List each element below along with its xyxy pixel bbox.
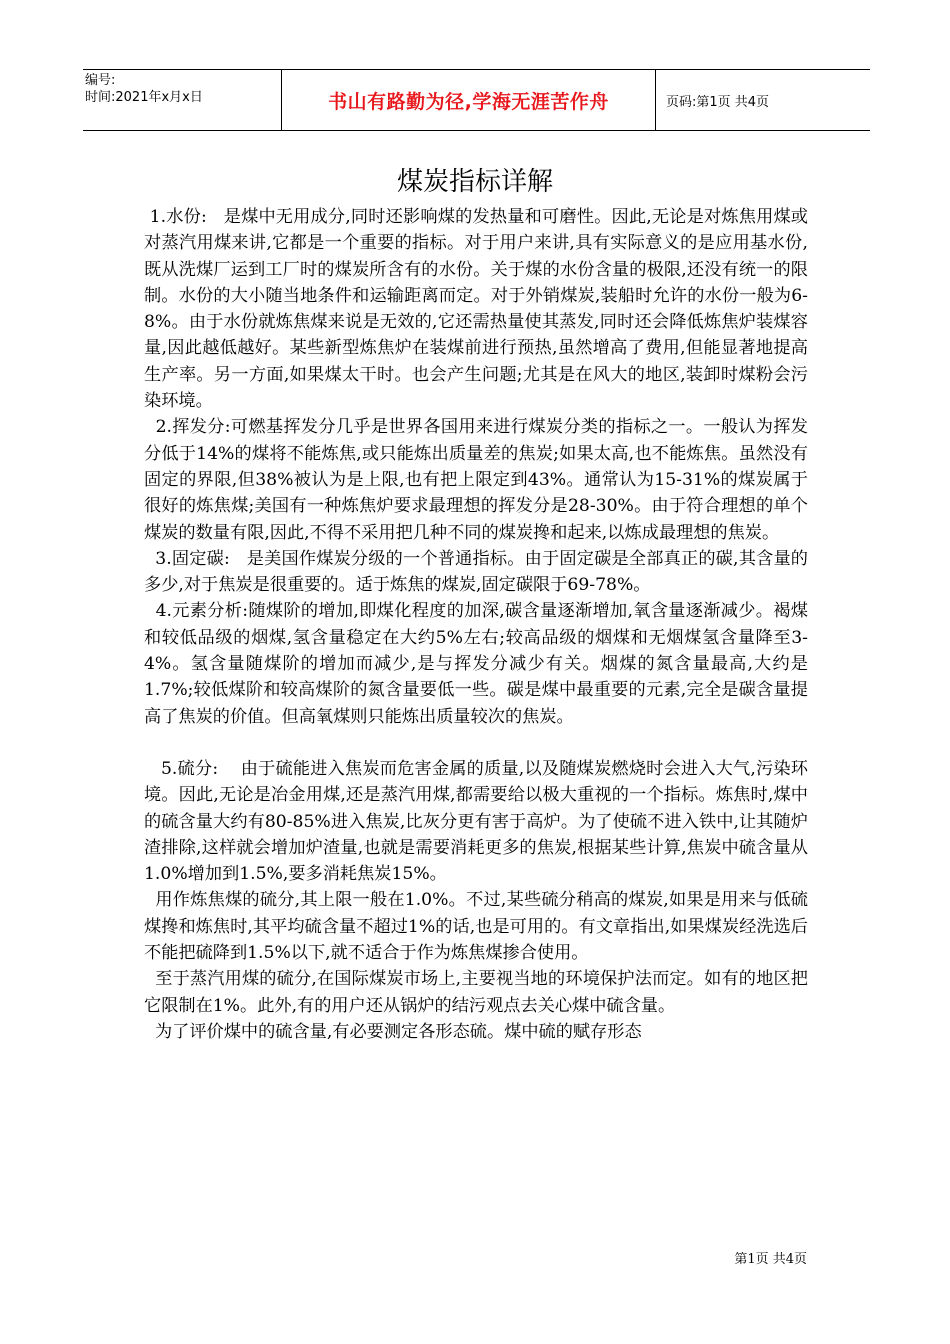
- document-time-label: 时间:2021年x月x日: [85, 90, 203, 105]
- header-page-info: 页码:第1页 共4页: [666, 94, 770, 110]
- paragraph-elemental-analysis: 4.元素分析:随煤阶的增加,即煤化程度的加深,碳含量逐渐增加,氧含量逐渐减少。褐煤和较低品级的烟煤,氢含量稳定在大约5%左右;较高品级的烟煤和无烟煤氢含量降至3-4%。氢含量随煤阶的增加而减少,是与挥发分减少有关。烟煤的氮含量最高,大约是1.7%;较低煤阶和较高煤阶的氮含量要低一些。碳是煤中最重要的元素,完全是碳含量提高了焦炭的价值。但高氧煤则只能炼出质量较次的焦炭。: [144, 601, 808, 727]
- paragraph-volatile: 2.挥发分:可燃基挥发分几乎是世界各国用来进行煤炭分类的指标之一。一般认为挥发分低于14%的煤将不能炼焦,或只能炼出质量差的焦炭;如果太高,也不能炼焦。虽然没有固定的界限,但38%被认为是上限,也有把上限定到43%。通常认为15-31%的煤炭属于很好的炼焦煤;美国有一种炼焦炉要求最理想的挥发分是28-30%。由于符合理想的单个煤炭的数量有限,因此,不得不采用把几种不同的煤炭搀和起来,以炼成最理想的焦炭。: [144, 417, 808, 543]
- paragraph-sulfur-forms: 为了评价煤中的硫含量,有必要测定各形态硫。煤中硫的赋存形态: [144, 1021, 642, 1042]
- header-meta: [83, 70, 281, 130]
- paragraph-spacer: [144, 730, 808, 756]
- document-title: 煤炭指标详解: [396, 167, 553, 197]
- page-footer: 第1页 共4页: [734, 1252, 807, 1267]
- document-number-label: 编号:: [85, 73, 116, 88]
- paragraph-sulfur: 5.硫分: 由于硫能进入焦炭而危害金属的质量,以及随煤炭燃烧时会进入大气,污染环境。因此,无论是冶金用煤,还是蒸汽用煤,都需要给以极大重视的一个指标。炼焦时,煤中的硫含量大约有80-85%进入焦炭,比灰分更有害于高炉。为了使硫不进入铁中,让其随炉渣排除,这样就会增加炉渣量,也就是需要消耗更多的焦炭,根据某些计算,焦炭中硫含量从1.0%增加到1.5%,要多消耗焦炭15%。: [144, 758, 808, 885]
- paragraph-steam-sulfur: 至于蒸汽用煤的硫分,在国际煤炭市场上,主要视当地的环境保护法而定。如有的地区把它限制在1%。此外,有的用户还从锅炉的结污观点去关心煤中硫含量。: [144, 969, 808, 1016]
- paragraph-fixed-carbon: 3.固定碳: 是美国作煤炭分级的一个普通指标。由于固定碳是全部真正的碳,其含量的多少,对于焦炭是很重要的。适于炼焦的煤炭,固定碳限于69-78%。: [144, 548, 808, 596]
- paragraph-moisture: 1.水份: 是煤中无用成分,同时还影响煤的发热量和可磨性。因此,无论是对炼焦用煤或对蒸汽用煤来讲,它都是一个重要的指标。对于用户来讲,具有实际意义的是应用基水份,既从洗煤厂运到工厂时的煤炭所含有的水份。关于煤的水份含量的极限,还没有统一的限制。水份的大小随当地条件和运输距离而定。对于外销煤炭,装船时允许的水份一般为6-8%。由于水份就炼焦煤来说是无效的,它还需热量使其蒸发,同时还会降低炼焦炉装煤容量,因此越低越好。某些新型炼焦炉在装煤前进行预热,虽然增高了费用,但能显著地提高生产率。另一方面,如果煤太干时。也会产生问题;尤其是在风大的地区,装卸时煤粉会污染环境。: [144, 207, 808, 412]
- page-header: [83, 69, 870, 131]
- header-motto: 书山有路勤为径,学海无涯苦作舟: [281, 70, 656, 130]
- paragraph-coking-sulfur: 用作炼焦煤的硫分,其上限一般在1.0%。不过,某些硫分稍高的煤炭,如果是用来与低硫煤搀和炼焦时,其平均硫含量不超过1%的话,也是可用的。有文章指出,如果煤炭经洗选后不能把硫降到1.5%以下,就不适合于作为炼焦煤掺合使用。: [144, 890, 808, 964]
- document-body: [144, 204, 808, 1045]
